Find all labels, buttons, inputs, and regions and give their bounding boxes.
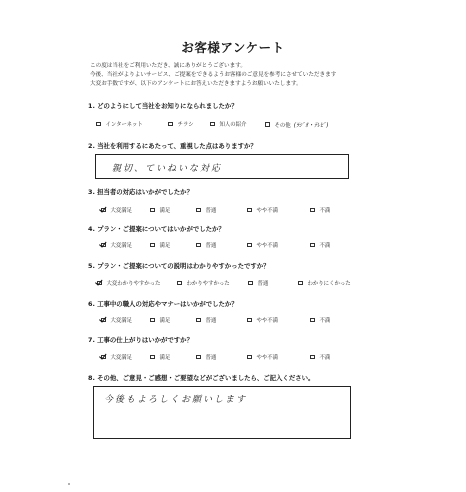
option-label: インターネット [105, 122, 143, 128]
checkbox-checked[interactable] [97, 281, 102, 286]
option-label: 普通 [205, 355, 217, 361]
checkbox[interactable] [150, 355, 155, 360]
q4-option-very-dissatisfied[interactable] [310, 241, 330, 249]
q1-option-flyer[interactable] [168, 120, 194, 128]
q6-option-very-satisfied[interactable] [101, 316, 132, 324]
question-2-label: 2. 当社を利用するにあたって、重視した点はありますか？ [88, 142, 257, 150]
q5-option-clear[interactable] [177, 279, 230, 287]
checkbox[interactable] [150, 318, 155, 323]
checkbox-checked[interactable] [101, 318, 106, 323]
q7-option-neutral[interactable] [196, 353, 216, 361]
checkbox[interactable] [310, 243, 315, 248]
question-4-label: 4. プラン・ご提案についてはいかがでしたか？ [88, 225, 225, 233]
checkbox[interactable] [247, 243, 252, 248]
option-label: 知人の紹介 [219, 122, 247, 128]
q4-option-neutral[interactable] [196, 241, 216, 249]
option-label: 大変満足 [110, 318, 133, 324]
q3-option-neutral[interactable] [196, 206, 216, 214]
intro-line-2: 今後、当社がよりよいサービス、ご提案をできるようお客様のご意見を参考にさせていただきます [90, 72, 337, 78]
checkbox[interactable] [196, 208, 201, 213]
checkbox[interactable] [265, 122, 270, 127]
checkbox[interactable] [247, 318, 252, 323]
option-label: チラシ [177, 122, 194, 128]
option-label: 普通 [205, 208, 217, 214]
intro-line-3: 大変お手数ですが、以下のアンケートにお答えいただきますようお願いいたします。 [90, 81, 302, 87]
q3-option-satisfied[interactable] [150, 206, 170, 214]
q1-option-internet[interactable] [96, 120, 143, 128]
checkbox[interactable] [168, 122, 173, 127]
q4-option-dissatisfied[interactable] [247, 241, 278, 249]
q3-option-dissatisfied[interactable] [247, 206, 278, 214]
question-8-label: 8. その他、ご意見・ご感想・ご要望などがございましたら、ご記入ください。 [88, 374, 315, 382]
q6-option-dissatisfied[interactable] [247, 316, 278, 324]
option-label: やや不満 [256, 243, 279, 249]
checkbox[interactable] [210, 122, 215, 127]
q7-option-very-dissatisfied[interactable] [310, 353, 330, 361]
q5-option-very-clear[interactable] [97, 279, 160, 287]
checkbox[interactable] [247, 208, 252, 213]
question-5-label: 5. プラン・ご提案についての説明はわかりやすかったですか？ [88, 262, 270, 270]
intro-line-1: この度は当社をご利用いただき、誠にありがとうございます。 [90, 63, 246, 69]
question-7-label: 7. 工事の仕上がりはいかがですか？ [88, 336, 193, 344]
checkbox[interactable] [177, 281, 182, 286]
q5-option-unclear[interactable] [298, 279, 351, 287]
q5-option-neutral[interactable] [248, 279, 268, 287]
q6-option-very-dissatisfied[interactable] [310, 316, 330, 324]
option-label: 大変満足 [110, 355, 133, 361]
q3-option-very-satisfied[interactable] [101, 206, 132, 214]
page-title: お客様アンケート [181, 40, 285, 55]
handwritten-answer-q2: 親切、ていねいな対応 [112, 164, 223, 174]
checkbox[interactable] [196, 318, 201, 323]
q7-option-dissatisfied[interactable] [247, 353, 278, 361]
option-label: 大変満足 [110, 243, 133, 249]
handwritten-other-note: (ﾗｼﾞｵ・ﾃﾚﾋﾞ) [293, 122, 329, 129]
option-label: 満足 [159, 243, 171, 249]
q3-option-very-dissatisfied[interactable] [310, 206, 330, 214]
question-6-label: 6. 工事中の職人の対応やマナーはいかがでしたか？ [88, 300, 238, 308]
option-label: やや不満 [256, 208, 279, 214]
checkbox[interactable] [150, 243, 155, 248]
option-label: わかりにくかった [307, 281, 351, 287]
option-label: 普通 [205, 318, 217, 324]
option-label: やや不満 [256, 318, 279, 324]
question-1-label: 1. どのようにして当社をお知りになられましたか？ [88, 102, 238, 110]
option-label: 普通 [205, 243, 217, 249]
option-label: やや不満 [256, 355, 279, 361]
q6-option-satisfied[interactable] [150, 316, 170, 324]
option-label: 満足 [159, 318, 171, 324]
checkbox[interactable] [196, 355, 201, 360]
handwritten-answer-q8: 今後もよろしくお願いします [104, 395, 248, 405]
q1-option-referral[interactable] [210, 120, 246, 128]
option-label: 不満 [319, 208, 331, 214]
option-label: 大変わかりやすかった [106, 281, 161, 287]
checkbox[interactable] [310, 208, 315, 213]
scan-speck [68, 483, 70, 485]
q7-option-very-satisfied[interactable] [101, 353, 132, 361]
checkbox[interactable] [196, 243, 201, 248]
q4-option-satisfied[interactable] [150, 241, 170, 249]
option-label: 不満 [319, 355, 331, 361]
option-label: 大変満足 [110, 208, 133, 214]
checkbox[interactable] [310, 355, 315, 360]
checkbox[interactable] [96, 122, 101, 127]
option-label: 満足 [159, 208, 171, 214]
q1-option-other[interactable] [265, 120, 328, 129]
option-label: 不満 [319, 318, 331, 324]
checkbox[interactable] [310, 318, 315, 323]
option-label: わかりやすかった [186, 281, 230, 287]
option-label: 満足 [159, 355, 171, 361]
q7-option-satisfied[interactable] [150, 353, 170, 361]
checkbox-checked[interactable] [101, 208, 106, 213]
option-label: 不満 [319, 243, 331, 249]
option-label: その他 [274, 122, 291, 129]
q4-option-very-satisfied[interactable] [101, 241, 132, 249]
checkbox[interactable] [298, 281, 303, 286]
checkbox-checked[interactable] [101, 355, 106, 360]
checkbox[interactable] [150, 208, 155, 213]
question-3-label: 3. 担当者の対応はいかがでしたか？ [88, 188, 193, 196]
option-label: 普通 [257, 281, 269, 287]
checkbox[interactable] [247, 355, 252, 360]
q6-option-neutral[interactable] [196, 316, 216, 324]
checkbox-checked[interactable] [101, 243, 106, 248]
checkbox[interactable] [248, 281, 253, 286]
